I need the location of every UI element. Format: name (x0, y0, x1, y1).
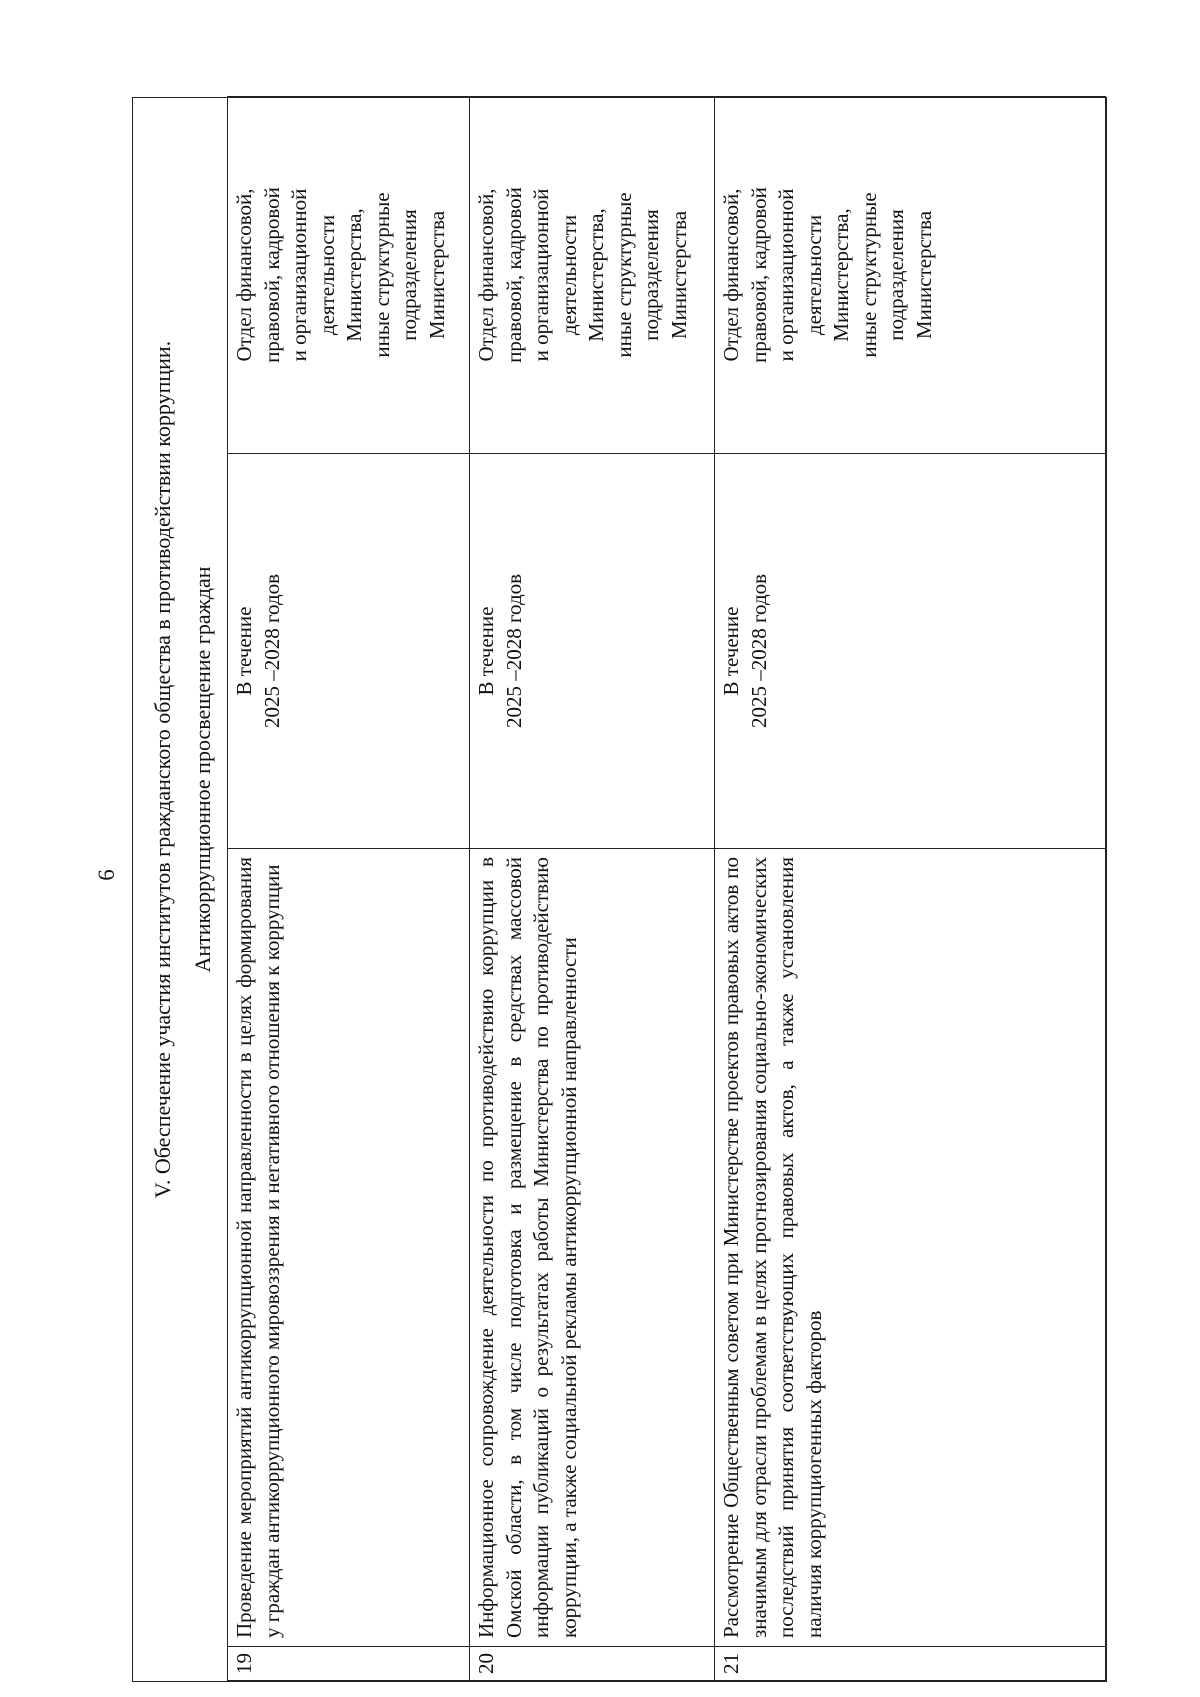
row-description: Информационное сопровождение деятельности по противодействию коррупции в Омской области, в том числе подготовка и размещение в средствах массовой информации публикаций о результатах работы Министерства по противодействию коррупции, а также социальной рекламы антикоррупционной направленности (470, 849, 715, 1647)
responsible-line: и организационной (529, 188, 553, 362)
responsible-line: деятельности (801, 214, 826, 336)
responsible-line: Министерства, (342, 208, 366, 342)
responsible-line: подразделения (884, 209, 908, 341)
row-number: 20 (470, 1647, 715, 1681)
table-row (715, 97, 1106, 1681)
table-row (228, 97, 470, 1681)
section-subtitle: Антикоррупционное просвещение граждан (190, 566, 215, 973)
table-row (470, 97, 715, 1681)
row-responsible (470, 97, 715, 454)
row-description: Рассмотрение Общественным советом при Министерстве проектов правовых актов по значимым для отрасли проблемам в целях прогнозирования социально-экономических последствий принятия соответствующих правовых актов, а также установления наличия коррупциогенных факторов (715, 849, 1106, 1647)
responsible-line: Отдел финансовой, (719, 188, 743, 362)
responsible-line: Министерства, (829, 208, 853, 342)
responsible-line: Отдел финансовой, (232, 188, 256, 362)
responsible-line: Отдел финансовой, (474, 188, 498, 362)
responsible-line: иные структурные (611, 192, 636, 358)
row-term (470, 454, 715, 849)
section-header (133, 98, 227, 1681)
section-title: V. Обеспечение участия институтов гражданского общества в противодействии коррупции. (150, 340, 175, 1199)
row-responsible (715, 97, 1106, 454)
measures-table (227, 96, 1106, 1681)
rotated-table (132, 97, 1107, 1682)
responsible-line: правовой, кадровой (259, 187, 284, 363)
responsible-line: правовой, кадровой (501, 187, 526, 363)
responsible-line: Министерства (911, 210, 936, 340)
row-responsible (228, 97, 470, 454)
row-description: Проведение мероприятий антикоррупционной направленности в целях формирования у граждан антикоррупционного мировоззрения и негативного отношения к коррупции (228, 849, 470, 1647)
row-number: 21 (715, 1647, 1106, 1681)
row-term (715, 454, 1106, 849)
responsible-line: правовой, кадровой (746, 187, 771, 363)
row-number: 19 (228, 1647, 470, 1681)
page-number: 6 (94, 869, 119, 881)
term-line: 2025 –2028 годов (746, 573, 771, 729)
term-line: В течение (232, 606, 256, 696)
responsible-line: деятельности (556, 214, 581, 336)
term-line: 2025 –2028 годов (259, 573, 284, 729)
responsible-line: иные структурные (369, 192, 394, 358)
term-line: 2025 –2028 годов (501, 573, 526, 729)
responsible-line: подразделения (639, 209, 663, 341)
responsible-line: Министерства, (584, 208, 608, 342)
responsible-line: иные структурные (856, 192, 881, 358)
responsible-line: Министерства (666, 210, 691, 340)
responsible-line: подразделения (397, 209, 421, 341)
responsible-line: деятельности (314, 214, 339, 336)
responsible-line: и организационной (287, 188, 311, 362)
term-line: В течение (474, 606, 498, 696)
responsible-line: и организационной (774, 188, 798, 362)
responsible-line: Министерства (424, 210, 449, 340)
term-line: В течение (719, 606, 743, 696)
row-term (228, 454, 470, 849)
